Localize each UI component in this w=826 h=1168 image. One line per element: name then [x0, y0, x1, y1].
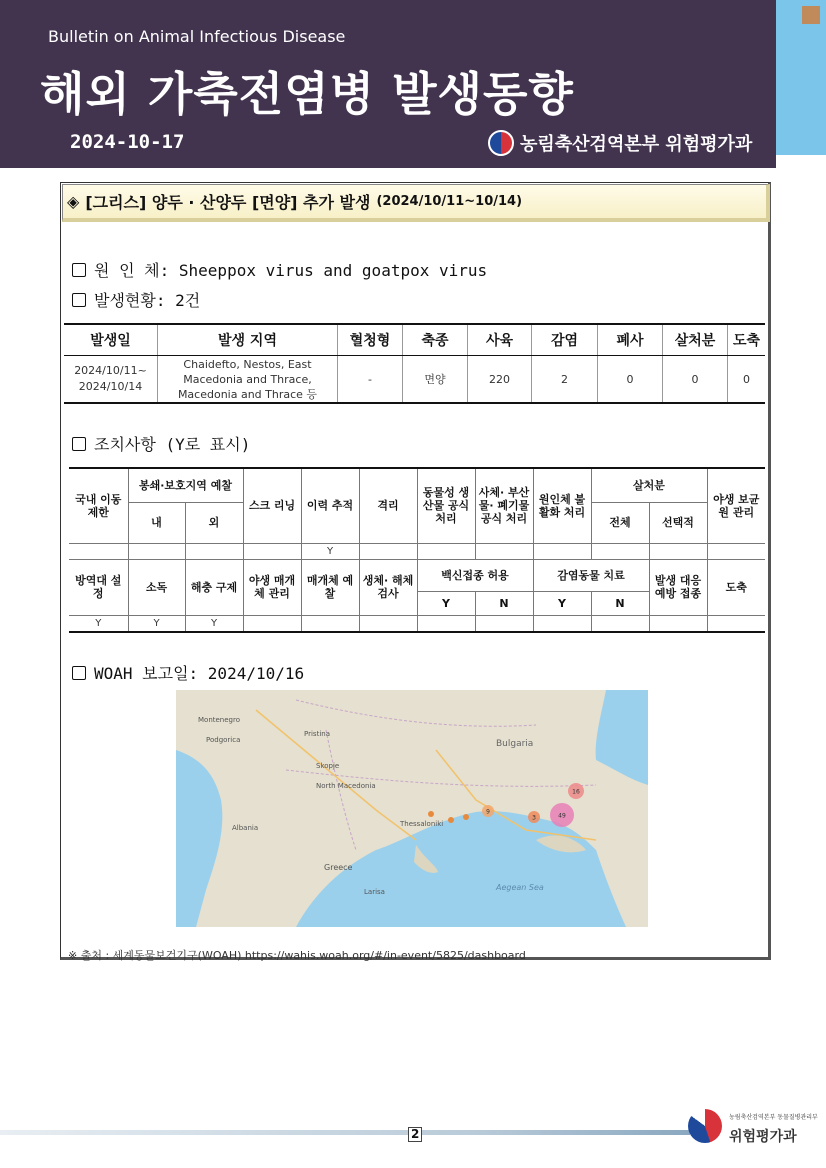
bullet-status — [72, 288, 200, 311]
hdr-zone-inside: 내 — [128, 502, 185, 543]
map-svg — [176, 690, 648, 927]
hdr-emergency-vaccination: 발생 대응 예방 접종 — [649, 559, 707, 615]
hdr-movement-restriction: 국내 이동 제한 — [69, 468, 128, 543]
footer-dept: 위험평가과 — [729, 1129, 797, 1145]
value-cell: Y — [185, 615, 243, 632]
bullet-measures — [72, 432, 250, 455]
label-albania: Albania — [232, 824, 259, 832]
value-cell — [359, 615, 417, 632]
hdr-carcass-disposal: 사체· 부산물· 폐기물 공식 처리 — [475, 468, 533, 543]
bullet-pathogen — [72, 258, 487, 281]
section-title — [62, 184, 770, 222]
hdr-disinfection: 소독 — [128, 559, 185, 615]
outbreak-cluster-count: 16 — [572, 788, 580, 796]
value-cell — [417, 543, 475, 559]
th-region: 발생 지역 — [158, 324, 338, 356]
th-infected: 감염 — [532, 324, 598, 356]
org-name — [488, 130, 752, 156]
diamond-icon: ◈ — [67, 192, 80, 211]
th-date: 발생일 — [64, 324, 158, 356]
th-dead: 폐사 — [598, 324, 663, 356]
measures-table — [69, 467, 765, 633]
cell-infected: 2 — [532, 356, 598, 404]
th-slaughtered: 도축 — [728, 324, 766, 356]
cell-region: Chaidefto, Nestos, East Macedonia and Thrace, Macedonia and Thrace 등 — [158, 356, 338, 404]
th-reared: 사육 — [468, 324, 532, 356]
value-cell — [649, 543, 707, 559]
hdr-zoning: 방역대 설정 — [69, 559, 128, 615]
checkbox-icon — [72, 437, 86, 451]
checkbox-icon — [72, 263, 86, 277]
label-bulgaria: Bulgaria — [496, 739, 534, 749]
label-skopje: Skopje — [316, 762, 340, 770]
th-species: 축종 — [403, 324, 468, 356]
hdr-traceability: 이력 추적 — [301, 468, 359, 543]
outbreak-map[interactable] — [176, 690, 648, 927]
outbreak-point-marker[interactable] — [448, 817, 454, 823]
page-title: 해외 가축전염병 발생동향 — [40, 67, 574, 121]
label-larisa: Larisa — [364, 888, 385, 896]
table-row — [69, 615, 765, 632]
header-banner — [0, 0, 776, 168]
cell-slaughtered: 0 — [728, 356, 766, 404]
cell-species: 면양 — [403, 356, 468, 404]
value-cell — [185, 543, 243, 559]
value-cell — [533, 543, 591, 559]
hdr-stamping-total: 전체 — [591, 502, 649, 543]
hdr-pest-control: 해충 구제 — [185, 559, 243, 615]
value-cell — [649, 615, 707, 632]
value-cell — [359, 543, 417, 559]
hdr-vector-surveillance: 매개체 예찰 — [301, 559, 359, 615]
hdr-screening: 스크 리닝 — [243, 468, 301, 543]
cell-dead: 0 — [598, 356, 663, 404]
hdr-zone-outside: 외 — [185, 502, 243, 543]
source-note: ※ 출처 : 세계동물보건기구(WOAH) https://wahis.woah.org/#/in-event/5825/dashboard — [68, 949, 526, 962]
hdr-stamping-out: 살처분 — [591, 468, 707, 502]
hdr-wild-vector-control: 야생 매개체 관리 — [243, 559, 301, 615]
accent-square — [802, 6, 820, 24]
hdr-quarantine: 격리 — [359, 468, 417, 543]
label-aegean-sea: Aegean Sea — [496, 883, 544, 892]
value-cell: Y — [128, 615, 185, 632]
value-cell — [69, 543, 128, 559]
label-podgorica: Podgorica — [206, 736, 241, 744]
hdr-wildlife-control: 야생 보균원 관리 — [707, 468, 765, 543]
table-row — [69, 543, 765, 559]
table-row — [64, 356, 765, 404]
hdr-stamping-selective: 선택적 — [649, 502, 707, 543]
value-cell — [707, 543, 765, 559]
section-title-text: [그리스] 양두 · 산양두 [면양] 추가 발생 — [85, 193, 371, 212]
hdr-ante-post-mortem: 생체· 해체 검사 — [359, 559, 417, 615]
value-cell — [128, 543, 185, 559]
value-cell — [533, 615, 591, 632]
taegeuk-logo-icon — [488, 130, 514, 156]
report-date: 2024-10-17 — [70, 131, 185, 153]
cell-date: 2024/10/11~ 2024/10/14 — [64, 356, 158, 404]
footer-logo-icon — [688, 1109, 722, 1143]
hdr-treat-n: N — [591, 591, 649, 615]
value-cell — [301, 615, 359, 632]
value-cell — [707, 615, 765, 632]
label-pristina: Pristina — [304, 730, 330, 738]
hdr-pathogen-inactivation: 원인체 불활화 처리 — [533, 468, 591, 543]
cell-culled: 0 — [663, 356, 728, 404]
outbreak-table — [64, 323, 765, 404]
outbreak-point-marker[interactable] — [428, 811, 434, 817]
value-cell — [475, 615, 533, 632]
bulletin-subtitle: Bulletin on Animal Infectious Disease — [48, 27, 346, 46]
th-serotype: 혈청형 — [338, 324, 403, 356]
outbreak-cluster-count: 49 — [558, 812, 566, 820]
value-cell — [591, 615, 649, 632]
footer-org: 농림축산검역본부 동물질병관리부 — [729, 1114, 818, 1121]
checkbox-icon — [72, 293, 86, 307]
pathogen-text: 원 인 체: Sheeppox virus and goatpox virus — [94, 261, 488, 280]
outbreak-cluster-count: 9 — [486, 808, 490, 816]
hdr-treatment: 감염동물 치료 — [533, 559, 649, 591]
status-text: 발생현황: 2건 — [94, 291, 201, 310]
hdr-vacc-y: Y — [417, 591, 475, 615]
label-montenegro: Montenegro — [198, 716, 241, 724]
label-thessaloniki: Thessaloniki — [400, 820, 444, 828]
value-cell — [475, 543, 533, 559]
value-cell — [417, 615, 475, 632]
checkbox-icon — [72, 666, 86, 680]
hdr-slaughter: 도축 — [707, 559, 765, 615]
outbreak-point-marker[interactable] — [463, 814, 469, 820]
value-cell — [591, 543, 649, 559]
value-cell — [243, 615, 301, 632]
th-culled: 살처분 — [663, 324, 728, 356]
label-greece: Greece — [324, 863, 353, 872]
value-cell: Y — [301, 543, 359, 559]
hdr-vaccination-permitted: 백신접종 허용 — [417, 559, 533, 591]
hdr-zone-surveillance: 봉쇄·보호지역 예찰 — [128, 468, 243, 502]
hdr-vacc-n: N — [475, 591, 533, 615]
measures-text: 조치사항 (Y로 표시) — [94, 435, 251, 454]
bullet-woah — [72, 661, 304, 684]
page-number: 2 — [408, 1127, 422, 1142]
label-north-macedonia: North Macedonia — [316, 782, 376, 790]
hdr-treat-y: Y — [533, 591, 591, 615]
org-label: 농림축산검역본부 위험평가과 — [520, 134, 753, 155]
hdr-products-disposal: 동물성 생산물 공식 처리 — [417, 468, 475, 543]
value-cell: Y — [69, 615, 128, 632]
section-period: (2024/10/11~10/14) — [376, 194, 523, 209]
value-cell — [243, 543, 301, 559]
cell-reared: 220 — [468, 356, 532, 404]
cell-serotype: - — [338, 356, 403, 404]
footer-divider — [0, 1130, 690, 1135]
outbreak-cluster-count: 3 — [532, 814, 536, 822]
woah-text: WOAH 보고일: 2024/10/16 — [94, 664, 305, 683]
